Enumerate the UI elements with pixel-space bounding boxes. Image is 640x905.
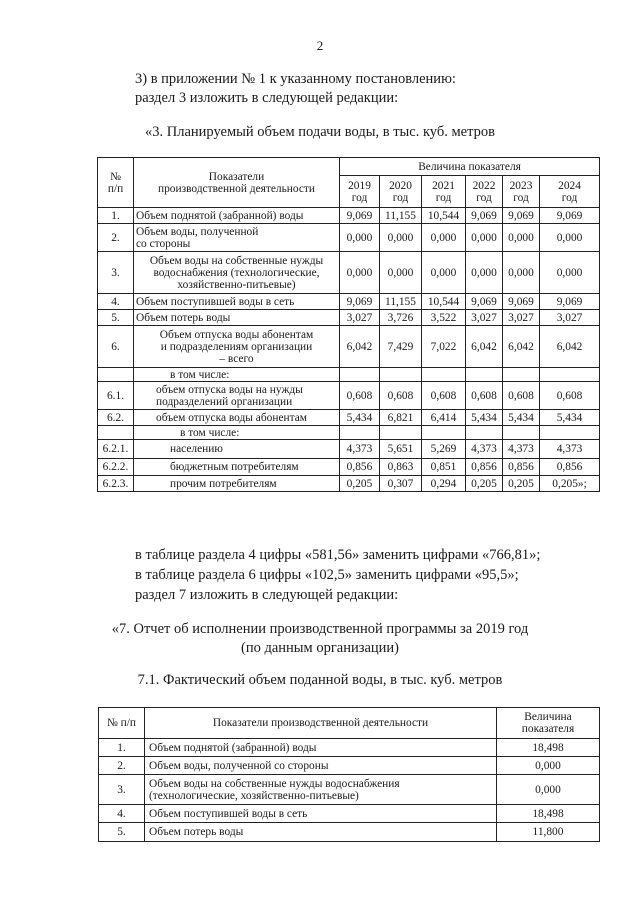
empty-cell bbox=[540, 426, 600, 440]
value-cell: 10,544 bbox=[422, 294, 466, 310]
planned-water-supply-table bbox=[97, 157, 600, 492]
value-cell: 0,000 bbox=[497, 757, 600, 775]
table-row bbox=[98, 208, 600, 224]
year-label: 2020 bbox=[389, 179, 412, 192]
table-row bbox=[98, 476, 600, 492]
col-header-indicator bbox=[134, 158, 340, 208]
year-label: 2021 bbox=[432, 179, 455, 192]
indicator-line: Объем поступившей воды в сеть bbox=[136, 295, 295, 308]
col-header-num bbox=[98, 158, 134, 208]
value-cell: 0,000 bbox=[380, 252, 422, 294]
row-number: 6.2.1. bbox=[98, 440, 134, 459]
year-unit: год bbox=[476, 191, 492, 204]
row-num-cell bbox=[98, 368, 134, 382]
actual-water-supply-table bbox=[98, 707, 600, 842]
empty-cell bbox=[422, 368, 466, 382]
indicator-line: Объем поднятой (забранной) воды bbox=[149, 741, 317, 754]
value-cell: 0,851 bbox=[422, 459, 466, 476]
row-number: 6.2.3. bbox=[98, 476, 134, 492]
table-row bbox=[98, 294, 600, 310]
indicator-line: прочим потребителям bbox=[170, 477, 277, 490]
row-indicator bbox=[134, 410, 340, 426]
indicator-line: Объем воды на собственные нужды bbox=[149, 254, 324, 267]
row-label-cell bbox=[134, 426, 340, 440]
year-unit: год bbox=[435, 191, 452, 204]
indicator-line: и подразделениям организации bbox=[160, 340, 313, 353]
row-number: 6. bbox=[98, 326, 134, 368]
value-cell: 6,042 bbox=[503, 326, 540, 368]
indicator-line: бюджетным потребителям bbox=[170, 461, 299, 473]
section7-title: «7. Отчет об исполнении производственной программы за 2019 год bbox=[111, 621, 529, 637]
empty-cell bbox=[422, 426, 466, 440]
value-cell: 0,608 bbox=[466, 382, 503, 410]
col-header-num-line1: № bbox=[110, 170, 121, 183]
indicator-line: Объем воды, полученной со стороны bbox=[149, 759, 329, 772]
t2-col-header-num: № п/п bbox=[99, 708, 145, 739]
middle-line-1: в таблице раздела 4 цифры «581,56» заменить цифрами «766,81»; bbox=[135, 547, 541, 563]
empty-cell bbox=[340, 426, 380, 440]
col-header-year bbox=[466, 176, 503, 208]
value-cell: 0,205 bbox=[503, 476, 540, 492]
row-number: 6.1. bbox=[98, 382, 134, 410]
value-cell: 9,069 bbox=[466, 208, 503, 224]
t2-col-header-value bbox=[497, 708, 600, 739]
value-cell: 0,307 bbox=[380, 476, 422, 492]
value-cell: 3,027 bbox=[503, 310, 540, 326]
value-cell: 0,205 bbox=[466, 476, 503, 492]
row-number: 5. bbox=[98, 310, 134, 326]
row-indicator bbox=[134, 382, 340, 410]
value-cell: 10,544 bbox=[422, 208, 466, 224]
value-cell: 5,651 bbox=[380, 440, 422, 459]
indicator-line: Объем поступившей воды в сеть bbox=[149, 807, 308, 820]
value-cell: 0,608 bbox=[380, 382, 422, 410]
indicator-line: Объем поднятой (забранной) воды bbox=[136, 209, 304, 222]
middle-line-3: раздел 7 изложить в следующей редакции: bbox=[135, 587, 399, 603]
value-cell: 3,522 bbox=[422, 310, 466, 326]
year-unit: год bbox=[561, 191, 578, 204]
value-cell: 0,856 bbox=[540, 459, 600, 476]
value-cell: 5,434 bbox=[540, 410, 600, 426]
empty-cell bbox=[540, 368, 600, 382]
empty-cell bbox=[503, 368, 540, 382]
value-cell: 4,373 bbox=[503, 440, 540, 459]
year-label: 2023 bbox=[509, 179, 533, 192]
table-row bbox=[98, 426, 600, 440]
row-indicator bbox=[134, 252, 340, 294]
empty-cell bbox=[503, 426, 540, 440]
empty-cell bbox=[380, 426, 422, 440]
col-header-indicator-line2: производственной деятельности bbox=[158, 182, 315, 195]
t2-col-header-value-line1: Величина bbox=[524, 711, 572, 723]
year-unit: год bbox=[351, 191, 368, 204]
year-unit: год bbox=[513, 191, 529, 204]
table-row bbox=[98, 382, 600, 410]
middle-line-2: в таблице раздела 6 цифры «102,5» заменить цифрами «95,5»; bbox=[135, 567, 519, 583]
row-indicator bbox=[134, 326, 340, 368]
indicator-line: объем отпуска воды на нужды bbox=[156, 383, 303, 396]
page-number: 2 bbox=[316, 38, 324, 53]
value-cell: 6,042 bbox=[540, 326, 600, 368]
value-cell: 0,608 bbox=[503, 382, 540, 410]
col-header-indicator-line1: Показатели bbox=[208, 170, 265, 183]
table-row bbox=[98, 410, 600, 426]
table-row bbox=[99, 739, 600, 757]
row-indicator bbox=[145, 739, 497, 757]
value-cell: 9,069 bbox=[540, 208, 600, 224]
year-label: 2024 bbox=[558, 179, 581, 192]
table-row bbox=[99, 757, 600, 775]
value-cell: 0,205 bbox=[340, 476, 380, 492]
indicator-line: водоснабжения (технологические, bbox=[153, 266, 320, 279]
value-cell: 6,414 bbox=[422, 410, 466, 426]
value-cell: 0,000 bbox=[466, 252, 503, 294]
t2-col-header-indicator: Показатели производственной деятельности bbox=[145, 708, 497, 739]
value-cell: 0,294 bbox=[422, 476, 466, 492]
row-number: 4. bbox=[98, 294, 134, 310]
including-label: в том числе: bbox=[170, 368, 230, 381]
value-cell: 6,042 bbox=[340, 326, 380, 368]
row-number: 4. bbox=[99, 805, 145, 823]
col-header-year bbox=[540, 176, 600, 208]
indicator-line: Объем потерь воды bbox=[136, 311, 231, 324]
row-indicator bbox=[134, 440, 340, 459]
value-cell: 0,000 bbox=[340, 224, 380, 252]
row-indicator bbox=[134, 310, 340, 326]
indicator-line: Объем воды, полученной bbox=[136, 225, 259, 238]
empty-cell bbox=[380, 368, 422, 382]
indicator-line: населению bbox=[170, 443, 223, 455]
value-cell: 0,000 bbox=[340, 252, 380, 294]
value-cell: 0,856 bbox=[340, 459, 380, 476]
col-header-year bbox=[340, 176, 380, 208]
row-number: 3. bbox=[99, 775, 145, 805]
value-cell: 0,000 bbox=[497, 775, 600, 805]
value-cell: 11,800 bbox=[497, 823, 600, 842]
value-cell: 6,042 bbox=[466, 326, 503, 368]
value-cell: 0,608 bbox=[340, 382, 380, 410]
row-number: 2. bbox=[98, 224, 134, 252]
table1-caption: «3. Планируемый объем подачи воды, в тыс. куб. метров bbox=[145, 124, 495, 140]
table-row bbox=[98, 252, 600, 294]
value-cell: 9,069 bbox=[340, 294, 380, 310]
indicator-line: объем отпуска воды абонентам bbox=[156, 411, 307, 424]
table-row bbox=[99, 775, 600, 805]
value-cell: 0,000 bbox=[503, 224, 540, 252]
year-label: 2019 bbox=[348, 179, 371, 192]
row-number: 2. bbox=[99, 757, 145, 775]
row-number: 6.2.2. bbox=[98, 459, 134, 476]
table-row bbox=[98, 368, 600, 382]
row-indicator bbox=[145, 805, 497, 823]
value-cell: 0,000 bbox=[422, 252, 466, 294]
value-cell: 0,608 bbox=[540, 382, 600, 410]
row-indicator bbox=[134, 459, 340, 476]
including-label: в том числе: bbox=[180, 426, 240, 439]
value-cell: 0,000 bbox=[503, 252, 540, 294]
value-cell: 6,821 bbox=[380, 410, 422, 426]
value-cell: 0,000 bbox=[380, 224, 422, 252]
value-cell: 7,429 bbox=[380, 326, 422, 368]
value-cell: 4,373 bbox=[466, 440, 503, 459]
value-cell: 5,434 bbox=[466, 410, 503, 426]
indicator-line: – всего bbox=[219, 352, 254, 365]
row-number: 1. bbox=[99, 739, 145, 757]
value-cell: 0,856 bbox=[503, 459, 540, 476]
indicator-line: Объем потерь воды bbox=[149, 826, 244, 838]
value-cell: 0,856 bbox=[466, 459, 503, 476]
value-cell: 0,000 bbox=[466, 224, 503, 252]
indicator-line: со стороны bbox=[136, 237, 191, 250]
intro-line-1: 3) в приложении № 1 к указанному постановлению: bbox=[135, 71, 456, 87]
indicator-line: (технологические, хозяйственно-питьевые) bbox=[149, 789, 359, 802]
value-cell: 9,069 bbox=[466, 294, 503, 310]
value-cell: 18,498 bbox=[497, 739, 600, 757]
indicator-line: хозяйственно-питьевые) bbox=[177, 278, 296, 291]
indicator-line: Объем воды на собственные нужды водоснабжения bbox=[149, 777, 400, 790]
year-unit: год bbox=[392, 191, 409, 204]
table-row bbox=[98, 440, 600, 459]
row-number: 1. bbox=[98, 208, 134, 224]
indicator-line: подразделений организации bbox=[156, 395, 293, 408]
row-number: 6.2. bbox=[98, 410, 134, 426]
value-cell: 11,155 bbox=[380, 294, 422, 310]
empty-cell bbox=[466, 426, 503, 440]
intro-line-2: раздел 3 изложить в следующей редакции: bbox=[135, 90, 399, 106]
indicator-line: Объем отпуска воды абонентам bbox=[159, 328, 314, 341]
value-cell: 3,027 bbox=[340, 310, 380, 326]
value-cell: 9,069 bbox=[340, 208, 380, 224]
value-cell: 11,155 bbox=[380, 208, 422, 224]
t2-col-header-value-line2: показателя bbox=[521, 723, 575, 735]
table-row bbox=[99, 823, 600, 842]
value-cell: 9,069 bbox=[503, 208, 540, 224]
row-label-cell bbox=[134, 368, 340, 382]
value-cell: 9,069 bbox=[540, 294, 600, 310]
value-cell: 5,434 bbox=[503, 410, 540, 426]
row-indicator bbox=[134, 476, 340, 492]
row-num-cell bbox=[98, 426, 134, 440]
row-indicator bbox=[145, 757, 497, 775]
value-cell: 3,027 bbox=[540, 310, 600, 326]
value-cell: 0,000 bbox=[540, 224, 600, 252]
value-cell: 5,434 bbox=[340, 410, 380, 426]
value-cell: 4,373 bbox=[340, 440, 380, 459]
value-cell: 0,863 bbox=[380, 459, 422, 476]
empty-cell bbox=[466, 368, 503, 382]
year-label: 2022 bbox=[472, 179, 496, 192]
table-row bbox=[98, 310, 600, 326]
row-indicator bbox=[134, 294, 340, 310]
value-cell: 9,069 bbox=[503, 294, 540, 310]
value-cell: 0,000 bbox=[540, 252, 600, 294]
value-cell: 0,608 bbox=[422, 382, 466, 410]
value-cell: 3,027 bbox=[466, 310, 503, 326]
col-header-year bbox=[422, 176, 466, 208]
table-row bbox=[98, 459, 600, 476]
row-indicator bbox=[145, 775, 497, 805]
value-cell: 7,022 bbox=[422, 326, 466, 368]
col-header-year bbox=[503, 176, 540, 208]
table-row bbox=[99, 805, 600, 823]
value-cell: 0,000 bbox=[422, 224, 466, 252]
col-header-year bbox=[380, 176, 422, 208]
value-cell: 0,205»; bbox=[540, 476, 600, 492]
value-cell: 18,498 bbox=[497, 805, 600, 823]
col-header-value-group: Величина показателя bbox=[340, 158, 600, 176]
section7-subtitle: (по данным организации) bbox=[240, 640, 399, 656]
col-header-num-line2: п/п bbox=[107, 182, 124, 195]
empty-cell bbox=[340, 368, 380, 382]
row-indicator bbox=[134, 224, 340, 252]
value-cell: 4,373 bbox=[540, 440, 600, 459]
row-number: 3. bbox=[98, 252, 134, 294]
table-row bbox=[98, 224, 600, 252]
table2-caption: 7.1. Фактический объем поданной воды, в тыс. куб. метров bbox=[137, 672, 503, 688]
row-indicator bbox=[145, 823, 497, 842]
value-cell: 5,269 bbox=[422, 440, 466, 459]
table-row bbox=[98, 326, 600, 368]
row-indicator bbox=[134, 208, 340, 224]
row-number: 5. bbox=[99, 823, 145, 842]
value-cell: 3,726 bbox=[380, 310, 422, 326]
